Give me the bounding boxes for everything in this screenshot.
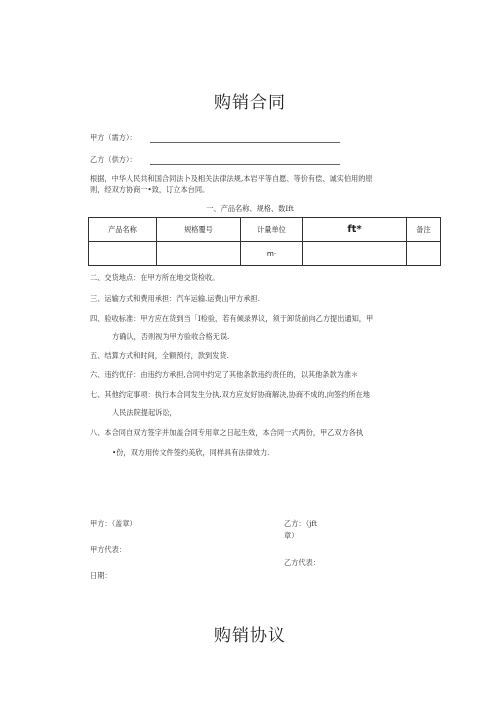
table-cell: m· xyxy=(241,242,303,266)
product-table xyxy=(88,217,441,266)
clause-3: 三、运输方式和费用承担：汽车运输.运费山甲方承担. xyxy=(90,294,260,303)
table-cell xyxy=(157,242,241,266)
date-label: 日期： xyxy=(90,571,112,580)
party-b-seal-label: 乙方：（jft xyxy=(284,519,317,528)
next-document-title: 购销协议 xyxy=(214,626,286,646)
party-a-seal-label: 甲方：（盖章） xyxy=(90,519,137,528)
party-a-blank-line xyxy=(150,142,340,143)
table-header-cell: 备注 xyxy=(407,218,441,242)
clause-7-continued: 人民法院提起诉讼， xyxy=(112,408,177,417)
table-header-cell: 规格覆号 xyxy=(157,218,241,242)
intro-line-2: 则，经双方协商一•致，订立本台同。 xyxy=(90,185,210,194)
section-1-heading: 一、产品名称、规格、数Ift xyxy=(206,204,294,213)
clause-4: 四、验收标准：甲方应在货到当「I检验，若有倾录界议，须于卸货前向乙方提出通知，甲 xyxy=(90,314,374,323)
clause-5: 五、结算方式和时间，全额预付，款到发货. xyxy=(90,351,229,360)
party-b-label: 乙方（供方）： xyxy=(90,155,137,164)
table-cell xyxy=(303,242,407,266)
table-header-cell: 产品名称 xyxy=(89,218,157,242)
table-header-row xyxy=(89,218,441,242)
party-b-seal-label-continued: 章） xyxy=(284,531,299,540)
clause-8: 八、本合同自双方签字并加盖合同专用章之日起生效，本合同一式两份，甲乙双方各执 xyxy=(90,428,364,437)
intro-line-1: 根据，中华人民共和国合同法卜及相关法律法规,本岩平等自愿、等价有偿、诚实伯用的原 xyxy=(90,174,373,183)
clause-2: 二、交货地点：在甲方所在地交货检收。 xyxy=(90,273,220,282)
clause-8-continued: •份，双方用传文件签约美欣，同样具有法律效力. xyxy=(112,448,270,457)
clause-6: 六、违约优仔：由违约方承担,合同中约定了其他条款违约责任的，以其他条款为准＊ xyxy=(90,370,359,379)
clause-4-continued: 方确认，否则视为甲方验收合格无误. xyxy=(112,332,230,341)
party-b-representative-label: 乙方代表： xyxy=(284,558,320,567)
party-b-blank-line xyxy=(150,164,340,165)
table-header-cell: ft* xyxy=(303,218,407,242)
table-header-cell: 计量单位 xyxy=(241,218,303,242)
party-a-label: 甲方（需方）： xyxy=(90,133,137,142)
table-row xyxy=(89,242,441,266)
party-a-representative-label: 甲方代表： xyxy=(90,545,126,554)
document-title: 购销合同 xyxy=(214,93,286,113)
clause-7: 七、其他约定事项：执行本合同发生分执.双方应友好协商解决,协商不成的,向签约所在地 xyxy=(90,390,370,399)
table-cell xyxy=(407,242,441,266)
table-cell xyxy=(89,242,157,266)
